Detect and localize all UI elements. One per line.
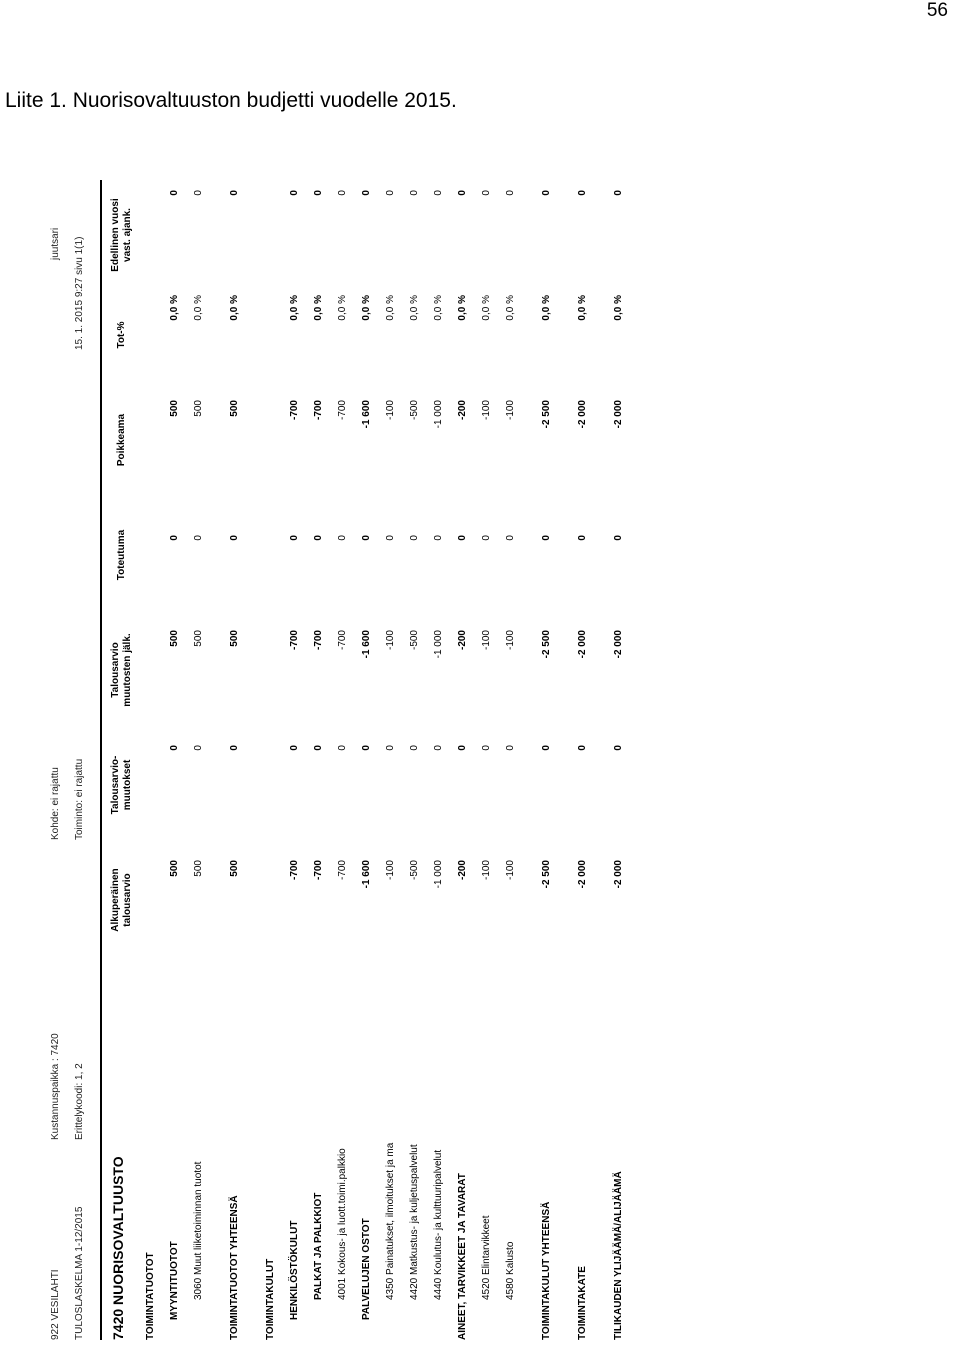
row-label: AINEET, TARVIKKEET JA TAVARAT [457,1173,468,1340]
row-value: -1 000 [433,630,444,659]
row-value: -2 500 [541,860,552,889]
row-value: 0 [481,745,492,751]
row-value: -2 500 [541,630,552,659]
row-value: -200 [457,400,468,421]
row-value: -100 [505,630,516,651]
row-value: 0 [193,190,204,196]
row-value: 0 [313,745,324,751]
row-value: 0 [193,535,204,541]
row-value: 0,0 % [313,295,324,321]
row-value: 0 [409,745,420,751]
row-value: 0,0 % [577,295,588,321]
row-value: -2 000 [577,860,588,889]
row-label: 4520 Elintarvikkeet [481,1215,492,1300]
col-original-budget: Alkuperäinen talousarvio [110,868,133,932]
row-label: PALVELUJEN OSTOT [361,1218,372,1320]
row-value: -700 [313,630,324,651]
col-budget-after: Talousarvio muutosten jälk. [110,633,133,707]
row-value: 0,0 % [289,295,300,321]
row-value: -1 000 [433,860,444,889]
row-value: 0 [169,190,180,196]
row-value: 0 [361,535,372,541]
row-value: 0 [169,535,180,541]
row-value: -100 [385,630,396,651]
table-row [481,180,497,1340]
col-realization-pct: Tot-% [116,321,127,349]
table-row [433,180,449,1340]
row-value: 0,0 % [481,295,492,321]
table-row [193,180,209,1340]
row-label: 4580 Kalusto [505,1241,516,1300]
row-value: -700 [289,860,300,881]
row-value: -1 600 [361,400,372,429]
row-value: 0 [385,535,396,541]
row-value: 0,0 % [229,295,240,321]
date-page: 15. 1. 2015 9:27 sivu 1(1) [74,236,85,350]
row-value: -200 [457,630,468,651]
row-value: 0 [337,535,348,541]
row-value: 0 [577,745,588,751]
row-value: 0 [409,535,420,541]
table-row [577,180,593,1340]
row-value: -700 [313,400,324,421]
row-value: -1 600 [361,630,372,659]
row-value: -700 [337,400,348,421]
row-value: 0 [229,535,240,541]
row-value: -700 [289,630,300,651]
row-value: -1 000 [433,400,444,429]
row-value: 0 [313,190,324,196]
row-value: 0 [505,535,516,541]
row-value: -2 500 [541,400,552,429]
row-value: 0,0 % [169,295,180,321]
row-value: 0,0 % [505,295,516,321]
row-value: 0,0 % [385,295,396,321]
row-label: TOIMINTAKATE [577,1266,588,1340]
row-value: 0 [613,535,624,541]
row-label: MYYNTITUOTOT [169,1241,180,1320]
row-value: 0,0 % [409,295,420,321]
row-value: -2 000 [613,400,624,429]
row-value: -2 000 [613,860,624,889]
row-value: -700 [337,630,348,651]
table-row [409,180,425,1340]
row-value: -700 [313,860,324,881]
row-value: 0 [541,535,552,541]
row-value: -100 [385,860,396,881]
row-value: 500 [193,400,204,417]
row-value: 500 [229,630,240,647]
row-value: 0 [577,190,588,196]
table-row [313,180,329,1340]
row-value: 0 [613,190,624,196]
spec-code: Erittelykoodi: 1, 2 [74,1063,85,1140]
row-label: 4420 Matkustus- ja kuljetuspalvelut [409,1144,420,1300]
row-value: 0 [361,190,372,196]
row-value: -100 [385,400,396,421]
row-value: -100 [505,400,516,421]
row-value: 500 [229,400,240,417]
header-rule [100,180,102,1340]
row-value: -2 000 [613,630,624,659]
row-value: -100 [481,400,492,421]
row-value: 0 [577,535,588,541]
table-row [145,180,161,1340]
col-budget-changes: Talousarvio-muutokset [110,755,133,815]
table-row [361,180,377,1340]
target-filter: Kohde: ei rajattu [50,767,61,840]
row-value: 500 [193,860,204,877]
row-value: 0 [481,190,492,196]
row-label: 3060 Muut liiketoiminnan tuotot [193,1161,204,1300]
row-value: 0,0 % [193,295,204,321]
row-value: -700 [289,400,300,421]
row-value: 0 [457,535,468,541]
table-row [505,180,521,1340]
row-value: 0 [457,745,468,751]
row-value: -1 600 [361,860,372,889]
org-name: 922 VESILAHTI [50,1269,61,1340]
row-value: 0,0 % [337,295,348,321]
activity-filter: Toiminto: ei rajattu [74,758,85,840]
row-value: -500 [409,860,420,881]
cost-center: Kustannuspaikka : 7420 [50,1033,61,1140]
row-label: 4350 Painatukset, ilmoitukset ja ma [385,1142,396,1300]
row-value: -200 [457,860,468,881]
row-value: -700 [337,860,348,881]
row-value: 0,0 % [433,295,444,321]
row-value: 0 [229,745,240,751]
row-value: 0 [289,745,300,751]
row-label: TOIMINTAKULUT [265,1258,276,1340]
row-value: 0 [385,190,396,196]
row-value: 0 [313,535,324,541]
row-value: 0 [289,190,300,196]
row-label: TOIMINTATUOTOT YHTEENSÄ [229,1195,240,1340]
row-value: 500 [169,400,180,417]
row-value: 0,0 % [541,295,552,321]
row-value: -500 [409,400,420,421]
row-value: 0,0 % [457,295,468,321]
table-row [385,180,401,1340]
user-name: juutsari [50,227,61,260]
col-deviation: Poikkeama [116,413,127,467]
row-label: HENKILÖSTÖKULUT [289,1220,300,1320]
row-value: 0 [433,745,444,751]
row-value: 0 [433,190,444,196]
row-value: 500 [169,630,180,647]
row-value: 0 [505,745,516,751]
row-value: 0 [385,745,396,751]
row-value: 0 [289,535,300,541]
row-value: 0 [481,535,492,541]
table-row [541,180,557,1340]
row-value: 0 [337,190,348,196]
row-label: TOIMINTATUOTOT [145,1252,156,1340]
col-previous-year: Edellinen vuosi vast. ajank. [110,198,133,272]
table-row [613,180,629,1340]
row-label: TILIKAUDEN YLIJÄÄMÄ/ALIJÄÄMÄ [613,1171,624,1340]
row-value: 0 [337,745,348,751]
row-value: 0 [361,745,372,751]
row-value: 0 [541,745,552,751]
table-row [457,180,473,1340]
row-value: 0 [433,535,444,541]
row-value: 0 [229,190,240,196]
table-row [229,180,245,1340]
row-value: 0 [505,190,516,196]
row-value: 0 [613,745,624,751]
row-value: -2 000 [577,400,588,429]
col-actual: Toteutuma [116,529,127,581]
row-value: -100 [481,860,492,881]
row-label: 4001 Kokous- ja luott.toimi.palkkio [337,1148,348,1300]
row-label: TOIMINTAKULUT YHTEENSÄ [541,1201,552,1340]
row-value: 0,0 % [613,295,624,321]
row-value: -2 000 [577,630,588,659]
report-name: TULOSLASKELMA 1-12/2015 [74,1206,85,1340]
row-label: PALKAT JA PALKKIOT [313,1192,324,1300]
row-value: 0,0 % [361,295,372,321]
rotated-report [30,180,960,1340]
row-value: 500 [193,630,204,647]
row-label: 4440 Koulutus- ja kulttuuripalvelut [433,1149,444,1300]
table-row [265,180,281,1340]
row-value: -100 [481,630,492,651]
page-title: Liite 1. Nuorisovaltuuston budjetti vuodelle 2015. [5,89,457,112]
row-value: 0 [169,745,180,751]
page-number: 56 [926,0,948,21]
row-value: -500 [409,630,420,651]
row-value: 500 [169,860,180,877]
row-value: 0 [541,190,552,196]
row-value: 0 [193,745,204,751]
table-row [169,180,185,1340]
row-value: -100 [505,860,516,881]
table-row [289,180,305,1340]
row-value: 0 [409,190,420,196]
row-value: 500 [229,860,240,877]
unit-title: 7420 NUORISOVALTUUSTO [110,1156,126,1340]
row-value: 0 [457,190,468,196]
table-row [337,180,353,1340]
